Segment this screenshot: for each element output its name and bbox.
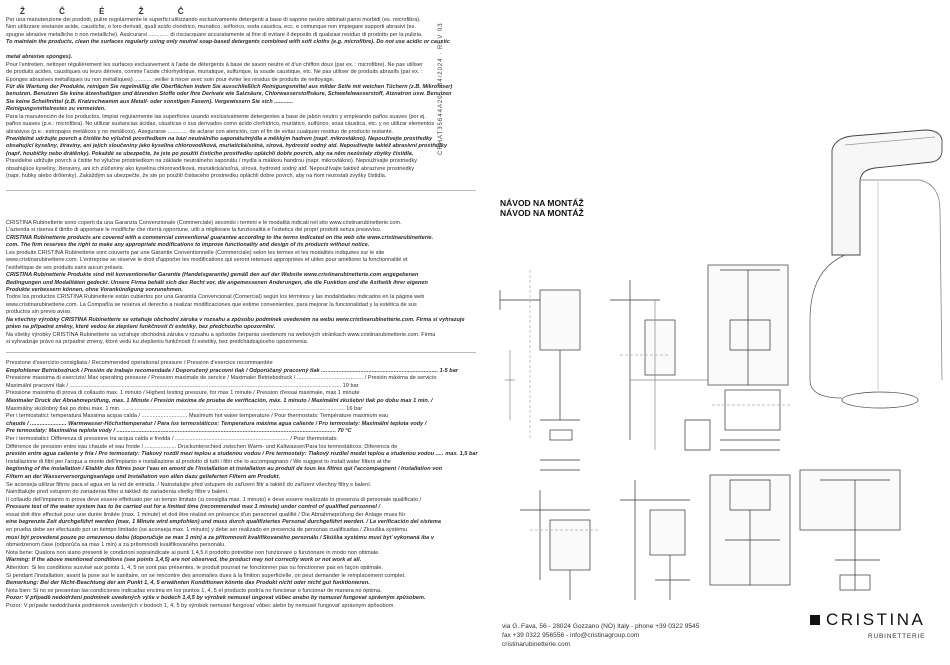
text-line: Per una manutenzione dei prodotti, pulire regolarmente le superfici utilizzando esclusivamente detergenti a base di sapone neutro abbinati panni morbidi (es. microfibra). [6,17,421,23]
text-line: Nota bene: Qualora non siano presenti le condizioni sopraindicate ai punti 1,4,5 il prodotto potrebbe non funzionare o funzionare in modo non ottimale. [6,549,380,556]
section-divider [6,190,476,191]
text-line: obsahujúce kyseliny, žieraviny, ani ich zlúčeniny ako kyselina chlorovodíková, muriatická/soľná, sírová, hydroxid sodný atď. Nepoužívajte taktiež abrazívne prostriedky [6,165,415,172]
text-line: Non utilizzare sostanze acide, caustiche, o loro derivati, quali acido cloridrico, muriatico, solforico, soda caustica, ecc. e comunque non impiegare supporti abrasivi (es. [6,24,416,31]
text-line: essai doit être effectué pour une durée limitée (max. 1 minute) et doit être réalisé en présence d'un personnel qualifié / Die Abnahmeprüfung der Anlage muss für [6,511,406,518]
text-line: Pressione d'esercizio consigliata / Recommended operational pressure / Pression d'exercice recommandée [6,360,273,366]
section-divider [6,352,476,353]
text-line: spugne abrasive metalliche o non metalliche). Assicurarsi ............. di risciacquare accuratamente al fine di evitare il deposito di qualsiasi residuo di prodotto per la pulizia. [6,31,423,38]
text-line: si vyhradzuje právo na prípadné zmeny, ktoré vedú ku zlepšeniu funkčnosti či estetiky, bez predchádzajúceho upozornenia. [6,339,309,345]
logo-square-icon [810,615,820,625]
diagram-7 [800,470,900,590]
technical-specs-section [6,360,478,611]
document-code: CRHAT35644A20 · 04/2024 · REV 03 [438,22,444,155]
text-line: musí být provedená pouze po omezenou dobu (doporučuje se max 1 min) a za přítomnosti kvalifikovaného personálu / Skúška systému musí byť vykonaná iba v [6,534,434,541]
contact-line: fax +39 0322 956556 - info@cristinagroup.com [502,631,640,639]
text-line: CRISTINA Rubinetterie Produkte sind mit konventioneller Garantie (Handelsgarantie) gemäß den auf der Website www.cristinarubinetterie.com angegebenen [6,272,419,279]
text-line: Pozor: V případě nedodržení podmínek uvedených výše v bodech 1,4,5 by výrobek nemusel ungovat vůbec anebo by nemusel fungovat správným způsobem. [6,595,426,602]
text-line: Warning: If the above mentioned conditions (see points 1,4,5) are not observed, the product may not correctly work or not work at all. [6,557,362,564]
text-line: Pour l'entretien, nettoyer régulièrement les surfaces exclusivement à l'aide de détergents à base de savon neutre et d'un chiffon doux (par ex. : microfibre). Ne pas utiliser [6,61,423,68]
text-line: obsahující kyseliny, žíraviny, ani jejich sloučeniny jako kyselina chlorovodíková, muriatická/solná, sírová, hydroxid sodný atd. Nepoužívejte taktéž abrasivní prostředky [6,143,448,150]
diagram-3 [708,265,790,450]
text-line: Maximaler Druck der Abnahmeprüfung, max. 1 Minute / Presión máxima de prueba de verificación, máx. 1 minuto / Maximální zkušební tlak po dobu max 1 min. / [6,397,433,404]
text-line: en prueba debe ser efectuado por un tiempo limitado (se aconseja max. 1 minuto) y debe ser realizado en presencia de personas cualificadas / Zkouška systému [6,527,407,534]
text-line [6,47,478,54]
text-line: Per i termostatici: temperatura Massima acqua calda / ............................. Maximum hot water temperature / Pour thermostats: Température maximum eau [6,413,389,420]
diagram-4 [520,490,600,600]
language-marks: Ž Č É Ž Č [20,7,200,16]
text-line: www.cristinarubinetterie.com. L'entreprise se réserve le droit d'apporter les modifications qui seront retenues appropriées et utiles pour améliorer la fonctionnalité et [6,257,408,264]
text-line: Éponges abrasives métalliques ou non métalliques) ............ veiller à rincer avec soin pour éviter les résidus de produits de nettoyage. [6,76,335,83]
text-line: L'azienda si riserva il diritto di apportare le modifiche che riterrà opportune, utili a migliorare la funzionalità e l'estetica dei propri prodotti senza preavviso. [6,227,382,234]
text-line: obmedzenom čase (odporúča sa max 1 min) a za prítomnosti kvalifikovaného personálu. [6,542,226,549]
text-line: Sie keine Scheifmittel (z.B. Kratzschwamm aus Metall- oder sonstigen Fasern). Vergewissern Sie sich ............ [6,98,294,105]
text-line: eine begrenzte Zeit durchgeführt werden (max. 1 Minute wird empfohlen) und muss durch qualifiziertes Personal durchgeführt werden. / La verificación del sistema [6,519,441,526]
instructions-text-column [6,0,478,665]
text-line: Il collaudo dell'impianto in prova deve essere effettuato per un tempo limitato (si consiglia max. 1 minuto) e deve essere realizzato in presenza di personale qualificato / [6,496,422,503]
text-line: Na všechny výrobky CRISTINA Rubinetterie se vztahuje obchodní záruka v rozsahu a způsobu podmínek uvedeném na webu www.cristinarubinetterie.com. Firma si vyhrazuje [6,316,465,323]
text-line: Pre termostaty: Maximálna teplota vody / ........................................................................................................................................... 70 °C [6,428,352,435]
text-line: abrasivos (p.e.: estropajos metálicos y no metálicos). Asegurarse ............. de aclarar con atención, con el fin de evitar cualquier residuo de producto restante. [6,128,394,135]
text-line: Para la manutención de los productos, limpiar regularmente las superficies usando exclusivamente detergentes a base de jabón neutro y empleando paños suaves (por ej. [6,113,426,120]
text-line: Bedingungen und Modalitäten gedeckt. Unsere Firma behält sich das Recht vor, die angemessenen Änderungen, die die Funktion und die Ästhetik ihrer eigenen [6,279,428,286]
text-line: Maximálny skúšobný tlak po dobu max. 1 min. ............................................................................................................................................. 16 bar [6,405,363,412]
text-line: To maintain the products, clean the surfaces regularly using only neutral soap-based detergents combined with soft cloths (e.g. microfibre). Do not use acidic or caustic [6,39,450,46]
text-line: productos sin previo aviso. [6,309,72,316]
text-line: právo na případné změny, které vedou ke zlepšení funkčnosti či estetiky, bez předchozího upozornění. [6,324,276,331]
text-line: Installazione di filtri per l'acqua a monte dell'impianto e installazione al prodotto di tutti i filtri che lo accompagnano / We suggest to install water filters at the [6,458,391,465]
text-line: Per i termostatici: Differenza di pressione tra acqua calda e fredda / ........................................................................ / Pour thermostats: [6,435,338,442]
text-line: presión entre agua caliente y fría / Pro termostaty: Tlakový rozdíl mezi teplou a studenou vodou / Pre termostaty: Tlakový rozdiel medzi teplou a studenou vodou ..... max. 1,5 bar [6,451,478,458]
text-line: Bemerkung: Bei der Nicht-Beachtung der am Punkt 1, 4, 5 erwähnten Konditionen könnte das Produkt nicht oder nicht gut funktionieren. [6,580,370,587]
text-line: Na všetky výrobky CRISTINA Rubinetterie sa vzťahuje obchodná záruka v rozsahu a spôsobe čerpania uvedenom na webových stránkach www.cristinarubinetterie.com. Firma [6,331,436,338]
company-address [502,623,699,649]
text-line: beginning of the installation / Établir des filtres pour l'eau en amont de l'installation et installation au produit de tous les filtres qui l'accompagnent / Installation von [6,466,443,473]
text-line: (např. houbičky nebo drátěnky). Pokaždé se ubezpečte, že jste po použití čisticího prostředku opláchli dobře povrch, aby na něm nezůstaly zbytky čistidla. [6,150,414,157]
text-line: Pressione massima di prova di collaudo max. 1 minuto / Highest testing pressure, for max 1 minute / Pression d'essai maximale, max 1 minute [6,390,360,397]
text-line: benutzen. Benutzen Sie keine ätzenhaltigen und ätzenden Stoffe oder Ihre Derivate wie Salzsäure, Chlorwasserstoffsäure, Schwefelwasserstoff, Ätznatron usw. Benutzen [6,91,452,98]
logo-subtitle: RUBINETTERIE [868,633,926,640]
logo-name: CRISTINA [826,610,926,629]
diagram-2 [610,280,710,450]
diagram-1 [500,270,580,470]
title-line: NÁVOD NA MONTÁŽ [500,198,584,208]
text-line: Maximální pracovní tlak / ............................................................................................................................................................................ 10 bar [6,382,359,389]
text-line: Todos los productos CRISTINA Rubinetterie están cubiertos por una Garantía Convencional (Comercial) según los términos y las modalidades indicados en la página web [6,294,425,301]
text-line: Für die Wartung der Produkte, reinigen Sie regelmäßig die Oberflächen indem Sie ausschließlich Reinigungsmittel aus milder Seife mit weichen Tüchern (z.B. Mikrofaser) [6,83,453,90]
text-line: Différence de pression entre eau chaude et eau froide / .................... Druckunterschied zwischen Warm- und Kaltwasser/Para los termostáticos: Diferencia de [6,443,398,450]
text-line: Reinigungsmittelrestes zu vermeiden. [6,106,106,113]
faucet-product-illustration [810,130,942,408]
text-line: CRISTINA Rubinetterie sono coperti da una Garanzia Convenzionale (Commerciale) secondo i termini e le modalità indicati nel sito www.cristinarubinetterie.com. [6,220,402,226]
website-line: cristinarubinetterie.com [502,640,571,648]
text-line: de produits acides, caustiques ou leurs dérivés, comme l'acide chlorhydrique, muriatique, sulfurique, la soude caustique, etc. Ne pas utiliser de produits abrasifs (par ex. : [6,69,423,76]
text-line: metal abrasive sponges). [6,54,73,61]
text-line: CRISTINA Rubinetterie products are covered with a commercial conventional guarantee according to the terms indicated on the web site www.cristinarubinetterie. [6,234,434,241]
text-line: Pravidelné udržujte povrch a čistěte ho výlučně prostředkem na bázi neutrálního saponátu/mýdla a měkkým hadrem (např. mikrovlákno). Nepoužívejte prostředky [6,136,433,142]
text-line: chaude / ....................... Warmwasser-Höchsttemperatur / Para los termostáticos: Temperatura máxima agua caliente / Pro termostaty: Maximální teplota vody / [6,420,427,427]
address-line: via G. Fava, 56 - 28024 Gozzano (NO) Italy - phone +39 0322 9545 [502,623,700,630]
text-line: Se aconseja utilizar filtros para el agua en la red de entrada. / Nainstalujte před vstupem do zařízení filtr a taktéž do zařízení všechny filtry s balení. [6,481,372,488]
maintenance-section [6,17,478,181]
text-line: Filtern an der Wasserversorgungsanlage und Installation von allen dazu gelieferten Filtern am Produkt. [6,473,281,480]
text-line: paños suaves (p.e.: microfibra). No utilizar sustancias ácidas, cáusticas o sus derivados como ácido clorhídrico, muriático, sulfúrico, sosa cáustica, etc. y no utilizar elementos [6,121,435,128]
text-line: Pressione massima di esercizio/ Max operating pressure / Pression maximale de service / Maximaler Betriebsdruck / .......................................... / Presión máxima de servicio [6,375,437,382]
text-line: Pravidelne udržujte povrch a čistite ho výlučne prostriedkom na základe neutrálneho saponátu / mydla a mäkkou handrou (napr. mikrovlákno). Nepoužívajte prostriedky [6,158,418,165]
text-line: www.cristinarubinetterie.com. La Compañía se reserva el derecho a realizar modificaciones que estime convenientes, para mejorar la funcionalidad y la estética de sus [6,301,417,308]
installation-panel [480,0,950,665]
title-line: NÁVOD NA MONTÁŽ [500,208,584,218]
text-line: Pressure test of the water system has to be carried out for a limited time (recommended max 1 minute) under control of qualified personnel / [6,504,381,511]
text-line: Produkte verbessern können, ohne Vorankündigung vorzunehmen. [6,286,183,293]
text-line: com. The firm reserves the right to make any appropriate modifications to improve functionality and design of its products without notice. [6,242,370,249]
text-line: Attention: Si les conditions susvisé aux points 1, 4, 5 ne sont pas présentes, le produit pourrait ne fonctionner pas ou fonctionner pas en façon optimale. [6,565,384,572]
text-line: (napr. hubky alebo drôtenky). Zakaždým sa ubezpečte, že ste po použití čistiaceho prostriedku opláchli dobre povrch, aby na ňom nezostali zvyšky čistidla. [6,173,387,180]
text-line: Nota bien: Si no se presentan las condiciones indicadas encima en los puntos 1, 4, 5 el producto podría no funcionar o funcionar de manera no óptima. [6,587,382,594]
text-line: Empfohlener Betriebsdruck / Presión de trabajo recomendada / Doporučený pracovní tlak / Odporúčaný pracovný tlak .......................................................................... 1-5 bar [6,367,459,374]
text-line: Pozor: V prípade nedodržania podmienok uvedených v bodoch 1, 4, 5 by výrobok nemusel fungovať vôbec alebo by nemusel fungovať správnym spôsobom. [6,603,395,609]
text-line: Nainštalujte pred vstupom do zariadenia filter a taktiež do zariadenia všetky filtre v balení. [6,489,229,496]
diagram-6 [710,475,790,585]
installation-drawings [480,0,950,600]
warranty-section [6,220,478,346]
text-line: Les produits CRISTINA Rubinetterie sont couverts par une Garantie Conventionnelle (Commerciale) selon les termes et les modalités indiquées sur le site [6,249,385,256]
diagram-5 [620,480,690,600]
text-line: l'esthétique de ses produits sans aucun préavis. [6,264,124,271]
text-line: Si pendant l'installation, avant la pose sur le sanitaire, on se rencontre des anomalies dues à la finition superficielle, on peut demander le remplacement complet. [6,572,406,579]
